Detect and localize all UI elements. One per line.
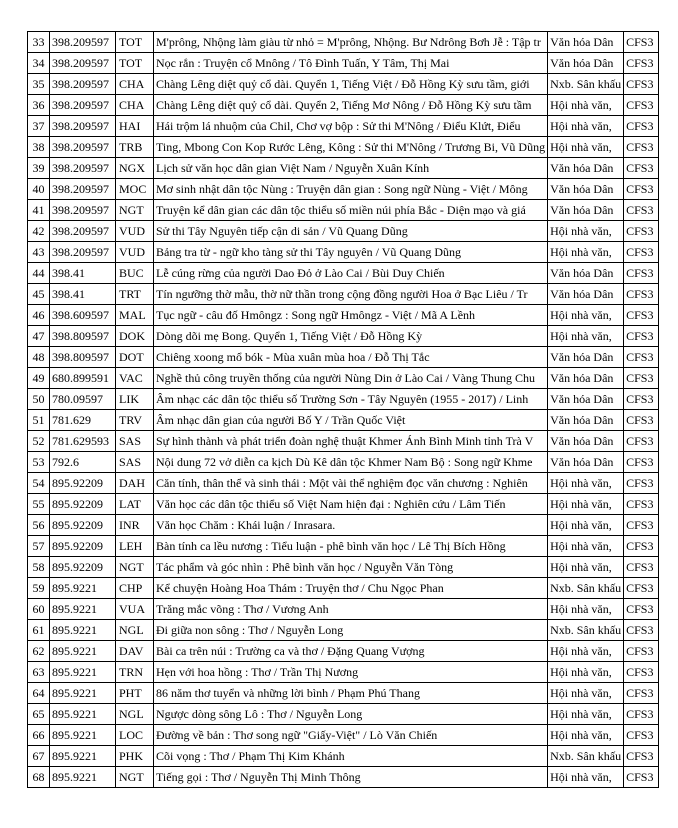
classification-cell: 398.209597 [50, 116, 116, 137]
publisher-cell: Hội nhà văn, [548, 599, 624, 620]
classification-cell: 398.209597 [50, 200, 116, 221]
fund-code-cell: CFS3 [624, 767, 659, 788]
title-cell: Tiếng gọi : Thơ / Nguyễn Thị Minh Thông [154, 767, 548, 788]
table-row [28, 137, 659, 158]
fund-code-cell: CFS3 [624, 137, 659, 158]
author-code-cell: LOC [116, 725, 154, 746]
classification-cell: 895.9221 [50, 578, 116, 599]
fund-code-cell: CFS3 [624, 179, 659, 200]
fund-code-cell: CFS3 [624, 431, 659, 452]
row-number-cell: 62 [28, 641, 50, 662]
author-code-cell: NGL [116, 620, 154, 641]
publisher-cell: Văn hóa Dân [548, 53, 624, 74]
classification-cell: 895.9221 [50, 620, 116, 641]
title-cell: Mơ sinh nhật dân tộc Nùng : Truyện dân gian : Song ngữ Nùng - Việt / Mông [154, 179, 548, 200]
table-row [28, 557, 659, 578]
author-code-cell: TRV [116, 410, 154, 431]
table-row [28, 368, 659, 389]
row-number-cell: 64 [28, 683, 50, 704]
classification-cell: 398.209597 [50, 137, 116, 158]
row-number-cell: 44 [28, 263, 50, 284]
row-number-cell: 36 [28, 95, 50, 116]
title-cell: Bàn tính ca lều nương : Tiểu luận - phê bình văn học / Lê Thị Bích Hồng [154, 536, 548, 557]
author-code-cell: NGT [116, 767, 154, 788]
table-row [28, 263, 659, 284]
table-row [28, 326, 659, 347]
publisher-cell: Văn hóa Dân [548, 158, 624, 179]
fund-code-cell: CFS3 [624, 683, 659, 704]
author-code-cell: CHA [116, 74, 154, 95]
publisher-cell: Hội nhà văn, [548, 137, 624, 158]
fund-code-cell: CFS3 [624, 221, 659, 242]
publisher-cell: Nxb. Sân khấu [548, 746, 624, 767]
author-code-cell: SAS [116, 431, 154, 452]
classification-cell: 895.9221 [50, 599, 116, 620]
title-cell: Văn học các dân tộc thiểu số Việt Nam hiện đại : Nghiên cứu / Lâm Tiến [154, 494, 548, 515]
fund-code-cell: CFS3 [624, 284, 659, 305]
author-code-cell: MAL [116, 305, 154, 326]
row-number-cell: 33 [28, 32, 50, 53]
fund-code-cell: CFS3 [624, 53, 659, 74]
classification-cell: 895.92209 [50, 515, 116, 536]
fund-code-cell: CFS3 [624, 515, 659, 536]
title-cell: Nọc rắn : Truyện cổ Mnông / Tô Đình Tuấn, Y Tâm, Thị Mai [154, 53, 548, 74]
fund-code-cell: CFS3 [624, 305, 659, 326]
table-row [28, 347, 659, 368]
publisher-cell: Văn hóa Dân [548, 200, 624, 221]
table-row [28, 95, 659, 116]
classification-cell: 780.09597 [50, 389, 116, 410]
title-cell: Tác phẩm và góc nhìn : Phê bình văn học / Nguyễn Văn Tòng [154, 557, 548, 578]
title-cell: Ting, Mbong Con Kop Rước Lêng, Kông : Sử thi M'Nông / Trương Bi, Vũ Dũng [154, 137, 548, 158]
publisher-cell: Văn hóa Dân [548, 452, 624, 473]
row-number-cell: 68 [28, 767, 50, 788]
publisher-cell: Hội nhà văn, [548, 326, 624, 347]
fund-code-cell: CFS3 [624, 410, 659, 431]
publisher-cell: Hội nhà văn, [548, 641, 624, 662]
row-number-cell: 49 [28, 368, 50, 389]
table-row [28, 179, 659, 200]
fund-code-cell: CFS3 [624, 116, 659, 137]
row-number-cell: 42 [28, 221, 50, 242]
author-code-cell: VAC [116, 368, 154, 389]
author-code-cell: VUD [116, 242, 154, 263]
table-row [28, 725, 659, 746]
title-cell: Căn tính, thân thể và sinh thái : Một vài thể nghiệm đọc văn chương : Nghiên [154, 473, 548, 494]
title-cell: Trăng mắc võng : Thơ / Vương Anh [154, 599, 548, 620]
classification-cell: 398.609597 [50, 305, 116, 326]
publisher-cell: Hội nhà văn, [548, 704, 624, 725]
classification-cell: 792.6 [50, 452, 116, 473]
author-code-cell: DAV [116, 641, 154, 662]
title-cell: Nghề thủ công truyền thống của người Nùng Din ở Lào Cai / Vàng Thung Chu [154, 368, 548, 389]
table-row [28, 389, 659, 410]
title-cell: Hái trộm lá nhuộm của Chil, Chơ vợ bộp : Sử thi M'Nông / Điểu Klứt, Điểu [154, 116, 548, 137]
author-code-cell: DAH [116, 473, 154, 494]
title-cell: Lễ cúng rừng của người Dao Đỏ ở Lào Cai / Bùi Duy Chiến [154, 263, 548, 284]
table-row [28, 32, 659, 53]
fund-code-cell: CFS3 [624, 725, 659, 746]
publisher-cell: Nxb. Sân khấu [548, 620, 624, 641]
table-row [28, 662, 659, 683]
title-cell: Chiêng xoong mổ bók - Mùa xuân mùa hoa / Đỗ Thị Tắc [154, 347, 548, 368]
publisher-cell: Văn hóa Dân [548, 410, 624, 431]
author-code-cell: CHP [116, 578, 154, 599]
fund-code-cell: CFS3 [624, 704, 659, 725]
classification-cell: 398.209597 [50, 53, 116, 74]
row-number-cell: 57 [28, 536, 50, 557]
classification-cell: 398.41 [50, 263, 116, 284]
table-row [28, 767, 659, 788]
row-number-cell: 38 [28, 137, 50, 158]
classification-cell: 781.629 [50, 410, 116, 431]
title-cell: Hẹn với hoa hồng : Thơ / Trần Thị Nương [154, 662, 548, 683]
table-row [28, 494, 659, 515]
row-number-cell: 46 [28, 305, 50, 326]
publisher-cell: Văn hóa Dân [548, 179, 624, 200]
author-code-cell: VUD [116, 221, 154, 242]
publisher-cell: Hội nhà văn, [548, 767, 624, 788]
row-number-cell: 52 [28, 431, 50, 452]
publisher-cell: Nxb. Sân khấu [548, 74, 624, 95]
classification-cell: 895.92209 [50, 557, 116, 578]
author-code-cell: VUA [116, 599, 154, 620]
classification-cell: 398.209597 [50, 95, 116, 116]
table-row [28, 536, 659, 557]
table-row [28, 431, 659, 452]
fund-code-cell: CFS3 [624, 620, 659, 641]
author-code-cell: HAI [116, 116, 154, 137]
classification-cell: 895.92209 [50, 473, 116, 494]
classification-cell: 680.899591 [50, 368, 116, 389]
row-number-cell: 66 [28, 725, 50, 746]
classification-cell: 398.41 [50, 284, 116, 305]
title-cell: Sử thi Tây Nguyên tiếp cận di sản / Vũ Quang Dũng [154, 221, 548, 242]
publisher-cell: Văn hóa Dân [548, 263, 624, 284]
publisher-cell: Hội nhà văn, [548, 116, 624, 137]
classification-cell: 895.9221 [50, 683, 116, 704]
row-number-cell: 37 [28, 116, 50, 137]
author-code-cell: LEH [116, 536, 154, 557]
table-row [28, 599, 659, 620]
publisher-cell: Hội nhà văn, [548, 221, 624, 242]
table-row [28, 242, 659, 263]
table-row [28, 200, 659, 221]
table-row [28, 410, 659, 431]
fund-code-cell: CFS3 [624, 662, 659, 683]
row-number-cell: 40 [28, 179, 50, 200]
title-cell: Cõi vọng : Thơ / Phạm Thị Kim Khánh [154, 746, 548, 767]
publisher-cell: Văn hóa Dân [548, 389, 624, 410]
classification-cell: 398.809597 [50, 347, 116, 368]
fund-code-cell: CFS3 [624, 494, 659, 515]
row-number-cell: 41 [28, 200, 50, 221]
fund-code-cell: CFS3 [624, 578, 659, 599]
publisher-cell: Văn hóa Dân [548, 32, 624, 53]
row-number-cell: 50 [28, 389, 50, 410]
title-cell: Dòng dõi mẹ Bong. Quyển 1, Tiếng Việt / Đỗ Hồng Kỳ [154, 326, 548, 347]
publisher-cell: Hội nhà văn, [548, 515, 624, 536]
fund-code-cell: CFS3 [624, 200, 659, 221]
table-row [28, 74, 659, 95]
publisher-cell: Hội nhà văn, [548, 725, 624, 746]
classification-cell: 398.209597 [50, 179, 116, 200]
fund-code-cell: CFS3 [624, 32, 659, 53]
table-row [28, 305, 659, 326]
table-row [28, 116, 659, 137]
author-code-cell: TOT [116, 53, 154, 74]
publisher-cell: Hội nhà văn, [548, 473, 624, 494]
title-cell: Bảng tra từ - ngữ kho tàng sử thi Tây nguyên / Vũ Quang Dũng [154, 242, 548, 263]
row-number-cell: 59 [28, 578, 50, 599]
publisher-cell: Văn hóa Dân [548, 284, 624, 305]
publisher-cell: Hội nhà văn, [548, 305, 624, 326]
row-number-cell: 35 [28, 74, 50, 95]
classification-cell: 895.9221 [50, 746, 116, 767]
fund-code-cell: CFS3 [624, 599, 659, 620]
table-row [28, 746, 659, 767]
table-row [28, 620, 659, 641]
author-code-cell: INR [116, 515, 154, 536]
author-code-cell: DOK [116, 326, 154, 347]
publisher-cell: Nxb. Sân khấu [548, 578, 624, 599]
author-code-cell: BUC [116, 263, 154, 284]
title-cell: Chàng Lêng diệt quỷ cổ dài. Quyển 1, Tiếng Việt / Đỗ Hồng Kỳ sưu tầm, giới [154, 74, 548, 95]
row-number-cell: 48 [28, 347, 50, 368]
fund-code-cell: CFS3 [624, 557, 659, 578]
classification-cell: 895.9221 [50, 725, 116, 746]
row-number-cell: 34 [28, 53, 50, 74]
row-number-cell: 60 [28, 599, 50, 620]
row-number-cell: 67 [28, 746, 50, 767]
fund-code-cell: CFS3 [624, 74, 659, 95]
publisher-cell: Hội nhà văn, [548, 662, 624, 683]
fund-code-cell: CFS3 [624, 263, 659, 284]
classification-cell: 895.9221 [50, 767, 116, 788]
row-number-cell: 39 [28, 158, 50, 179]
fund-code-cell: CFS3 [624, 641, 659, 662]
table-row [28, 704, 659, 725]
classification-cell: 781.629593 [50, 431, 116, 452]
title-cell: 86 năm thơ tuyển và những lời bình / Phạm Phú Thang [154, 683, 548, 704]
title-cell: Âm nhạc các dân tộc thiểu số Trường Sơn - Tây Nguyên (1955 - 2017) / Linh [154, 389, 548, 410]
author-code-cell: TRT [116, 284, 154, 305]
fund-code-cell: CFS3 [624, 95, 659, 116]
table-row [28, 158, 659, 179]
classification-cell: 398.209597 [50, 242, 116, 263]
title-cell: Chàng Lêng diệt quỷ cổ dài. Quyển 2, Tiếng Mơ Nông / Đỗ Hồng Kỳ sưu tầm [154, 95, 548, 116]
author-code-cell: NGX [116, 158, 154, 179]
author-code-cell: LAT [116, 494, 154, 515]
fund-code-cell: CFS3 [624, 347, 659, 368]
table-row [28, 641, 659, 662]
author-code-cell: NGL [116, 704, 154, 725]
row-number-cell: 65 [28, 704, 50, 725]
classification-cell: 895.92209 [50, 494, 116, 515]
title-cell: Tín ngưỡng thờ mẫu, thờ nữ thần trong cộng đồng người Hoa ở Bạc Liêu / Tr [154, 284, 548, 305]
author-code-cell: TRB [116, 137, 154, 158]
fund-code-cell: CFS3 [624, 452, 659, 473]
row-number-cell: 47 [28, 326, 50, 347]
classification-cell: 398.209597 [50, 221, 116, 242]
fund-code-cell: CFS3 [624, 242, 659, 263]
author-code-cell: MOC [116, 179, 154, 200]
classification-cell: 895.92209 [50, 536, 116, 557]
title-cell: Bài ca trên núi : Trường ca và thơ / Đặng Quang Vượng [154, 641, 548, 662]
classification-cell: 398.209597 [50, 32, 116, 53]
fund-code-cell: CFS3 [624, 368, 659, 389]
fund-code-cell: CFS3 [624, 473, 659, 494]
title-cell: Đi giữa non sông : Thơ / Nguyễn Long [154, 620, 548, 641]
row-number-cell: 55 [28, 494, 50, 515]
title-cell: Ngược dòng sông Lô : Thơ / Nguyễn Long [154, 704, 548, 725]
table-row [28, 53, 659, 74]
classification-cell: 895.9221 [50, 704, 116, 725]
fund-code-cell: CFS3 [624, 389, 659, 410]
author-code-cell: NGT [116, 200, 154, 221]
title-cell: Văn học Chăm : Khái luận / Inrasara. [154, 515, 548, 536]
table-row [28, 515, 659, 536]
row-number-cell: 63 [28, 662, 50, 683]
classification-cell: 895.9221 [50, 641, 116, 662]
classification-cell: 895.9221 [50, 662, 116, 683]
title-cell: Đường về bản : Thơ song ngữ "Giấy-Việt" / Lò Văn Chiến [154, 725, 548, 746]
table-row [28, 473, 659, 494]
author-code-cell: CHA [116, 95, 154, 116]
publisher-cell: Văn hóa Dân [548, 347, 624, 368]
title-cell: Lịch sử văn học dân gian Việt Nam / Nguyễn Xuân Kính [154, 158, 548, 179]
row-number-cell: 53 [28, 452, 50, 473]
author-code-cell: NGT [116, 557, 154, 578]
title-cell: Tục ngữ - câu đố Hmôngz : Song ngữ Hmôngz - Việt / Mã A Lềnh [154, 305, 548, 326]
row-number-cell: 58 [28, 557, 50, 578]
title-cell: M'prông, Nhộng làm giàu từ nhỏ = M'prông, Nhộng. Bư Ndrông Bơh Jễ : Tập tr [154, 32, 548, 53]
row-number-cell: 45 [28, 284, 50, 305]
fund-code-cell: CFS3 [624, 746, 659, 767]
publisher-cell: Văn hóa Dân [548, 431, 624, 452]
author-code-cell: PHT [116, 683, 154, 704]
author-code-cell: DOT [116, 347, 154, 368]
table-row [28, 683, 659, 704]
classification-cell: 398.209597 [50, 158, 116, 179]
row-number-cell: 54 [28, 473, 50, 494]
author-code-cell: TOT [116, 32, 154, 53]
title-cell: Sự hình thành và phát triển đoàn nghệ thuật Khmer Ánh Bình Minh tỉnh Trà V [154, 431, 548, 452]
title-cell: Nội dung 72 vở diễn ca kịch Dù Kê dân tộc Khmer Nam Bộ : Song ngữ Khme [154, 452, 548, 473]
publisher-cell: Hội nhà văn, [548, 95, 624, 116]
publisher-cell: Hội nhà văn, [548, 242, 624, 263]
author-code-cell: SAS [116, 452, 154, 473]
fund-code-cell: CFS3 [624, 158, 659, 179]
author-code-cell: TRN [116, 662, 154, 683]
publisher-cell: Hội nhà văn, [548, 683, 624, 704]
title-cell: Truyện kể dân gian các dân tộc thiểu số miền núi phía Bắc - Diện mạo và giá [154, 200, 548, 221]
table-row [28, 221, 659, 242]
author-code-cell: PHK [116, 746, 154, 767]
publisher-cell: Hội nhà văn, [548, 557, 624, 578]
publisher-cell: Văn hóa Dân [548, 368, 624, 389]
catalog-table [27, 31, 659, 788]
classification-cell: 398.809597 [50, 326, 116, 347]
classification-cell: 398.209597 [50, 74, 116, 95]
table-row [28, 578, 659, 599]
publisher-cell: Hội nhà văn, [548, 536, 624, 557]
row-number-cell: 56 [28, 515, 50, 536]
row-number-cell: 61 [28, 620, 50, 641]
title-cell: Âm nhạc dân gian của người Bố Y / Trần Quốc Việt [154, 410, 548, 431]
publisher-cell: Hội nhà văn, [548, 494, 624, 515]
row-number-cell: 51 [28, 410, 50, 431]
title-cell: Kể chuyện Hoàng Hoa Thám : Truyện thơ / Chu Ngọc Phan [154, 578, 548, 599]
table-row [28, 284, 659, 305]
author-code-cell: LIK [116, 389, 154, 410]
table-row [28, 452, 659, 473]
fund-code-cell: CFS3 [624, 326, 659, 347]
fund-code-cell: CFS3 [624, 536, 659, 557]
catalog-rows [28, 32, 659, 788]
row-number-cell: 43 [28, 242, 50, 263]
